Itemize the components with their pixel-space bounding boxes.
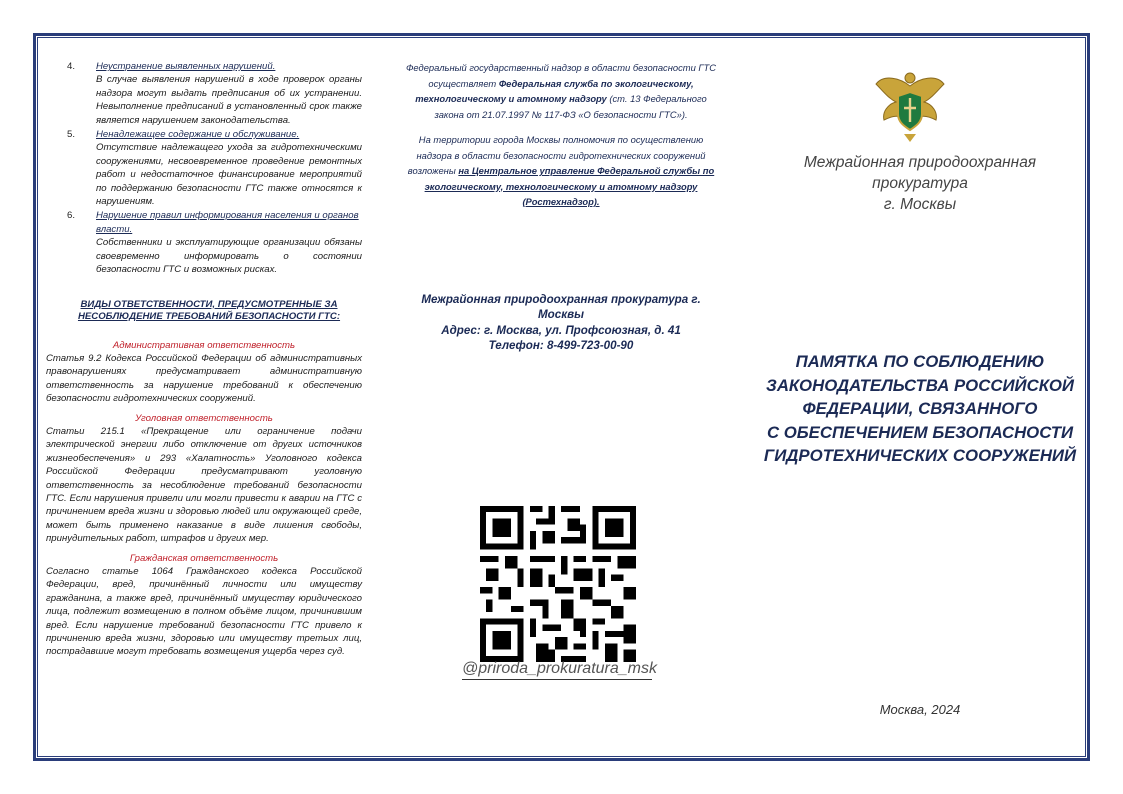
supervision-paragraph	[400, 60, 722, 122]
left-panel	[46, 60, 362, 659]
title-line: ПАМЯТКА ПО СОБЛЮДЕНИЮ	[795, 352, 1045, 371]
title-line: ГИДРОТЕХНИЧЕСКИХ СООРУЖЕНИЙ	[763, 446, 1077, 465]
item-text: Отсутствие надлежащего ухода за гидротехническими сооружениями, несвоевременное проведение ремонтных работ и недостаточное финансирование мероприятий по поддержанию безопасности ГТС также относятся к нарушениям.	[96, 142, 362, 208]
supervision-authority: на Центральное управление Федеральной службы по экологическому, технологическому и атомному надзору (Ростехнадзор).	[424, 165, 715, 207]
list-item	[46, 209, 362, 276]
responsibility-text: Согласно статье 1064 Гражданского кодекса Российской Федерации, вред, причинённый личности или имуществу гражданина, а также вред, причинённый имуществу юридического лица, подлежит возмещению в полном объёме лицом, причинившим вред. Если нарушение требований безопасности ГТС привело к причинению вреда жизни, здоровью или имуществу третьих лиц, пострадавшие могут требовать возмещения ущерба через суд.	[46, 566, 362, 658]
contact-org: Межрайонная природоохранная прокуратура г. Москвы	[421, 292, 701, 321]
responsibility-block	[46, 339, 362, 406]
supervision-law: (ст. 13 Федерального закона от 21.07.1997 № 117-ФЗ «О безопасности ГТС»).	[434, 93, 707, 120]
moscow-supervision-paragraph	[400, 132, 722, 210]
title-line: ФЕДЕРАЦИИ, СВЯЗАННОГО	[802, 399, 1038, 418]
item-text: В случае выявления нарушений в ходе проверок органы надзора могут выдать предписания об их устранении. Невыполнение предписаний в установленный срок также является нарушением законодательства.	[96, 74, 362, 126]
list-item	[46, 60, 362, 127]
item-number: 4.	[66, 61, 75, 72]
social-handle[interactable]: @priroda_prokuratura_msk	[462, 660, 652, 680]
supervision-text: Федеральный государственный надзор в области безопасности ГТС осуществляет	[405, 62, 717, 89]
place-year: Москва, 2024	[879, 702, 961, 717]
contact-phone: Телефон: 8-499-723-00-90	[488, 339, 634, 352]
qr-code-icon[interactable]	[480, 506, 636, 662]
item-number: 6.	[66, 210, 75, 222]
violations-list	[46, 60, 362, 277]
item-title: Нарушение правил информирования населения и органов власти.	[96, 210, 359, 235]
item-text: Собственники и эксплуатирующие организации обязаны своевременно информировать о состоянии безопасности ГТС и возможных рисках.	[96, 237, 362, 276]
org-name-line: г. Москвы	[883, 196, 957, 213]
qr-block	[462, 506, 657, 680]
responsibility-title: Гражданская ответственность	[129, 552, 279, 564]
supervision-authority: Федеральная служба по экологическому, технологическому и атомному надзору	[415, 77, 694, 104]
item-title: Ненадлежащее содержание и обслуживание.	[96, 129, 300, 141]
prosecutor-emblem-icon	[870, 68, 950, 148]
supervision-text: На территории города Москвы полномочия по осуществлению надзора в области безопасности гидротехнических сооружений возложены	[407, 134, 706, 176]
document-title	[760, 350, 1080, 468]
responsibility-text: Статья 9.2 Кодекса Российской Федерации об административных правонарушениях предусматривает административную ответственность за нарушение требований к обеспечению безопасности гидротехнических сооружений.	[46, 352, 362, 405]
contact-address: Адрес: г. Москва, ул. Профсоюзная, д. 41	[441, 323, 681, 337]
responsibility-block	[46, 552, 362, 659]
responsibility-title: Уголовная ответственность	[135, 412, 273, 424]
middle-panel	[400, 60, 722, 677]
org-name-line: Межрайонная природоохранная прокуратура	[803, 154, 1037, 192]
item-number: 5.	[66, 129, 75, 141]
responsibility-heading: ВИДЫ ОТВЕТСТВЕННОСТИ, ПРЕДУСМОТРЕННЫЕ ЗА НЕСОБЛЮДЕНИЕ ТРЕБОВАНИЙ БЕЗОПАСНОСТИ ГТС:	[77, 298, 341, 322]
org-name	[760, 152, 1080, 215]
title-line: ЗАКОНОДАТЕЛЬСТВА РОССИЙСКОЙ	[766, 375, 1074, 395]
responsibility-block	[46, 412, 362, 546]
responsibility-text: Статьи 215.1 «Прекращение или ограничение подачи электрической энергии либо отключение от других источников жизнеобеспечения» и 293 «Халатность» Уголовного кодекса Российской Федерации предусматривают уголовную ответственность за несоблюдение требований безопасности ГТС. Если нарушения привели или могли привести к аварии на ГТС с причинением вреда жизни и здоровью людей или окружающей среде, может быть применено наказание в виде лишения свободы, принудительных работ, штрафов и других мер.	[46, 425, 362, 545]
contact-block	[400, 292, 722, 354]
responsibility-title: Административная ответственность	[112, 339, 296, 351]
list-item	[46, 128, 362, 208]
title-line: С ОБЕСПЕЧЕНИЕМ БЕЗОПАСНОСТИ	[766, 422, 1074, 442]
item-title: Неустранение выявленных нарушений.	[96, 61, 276, 72]
